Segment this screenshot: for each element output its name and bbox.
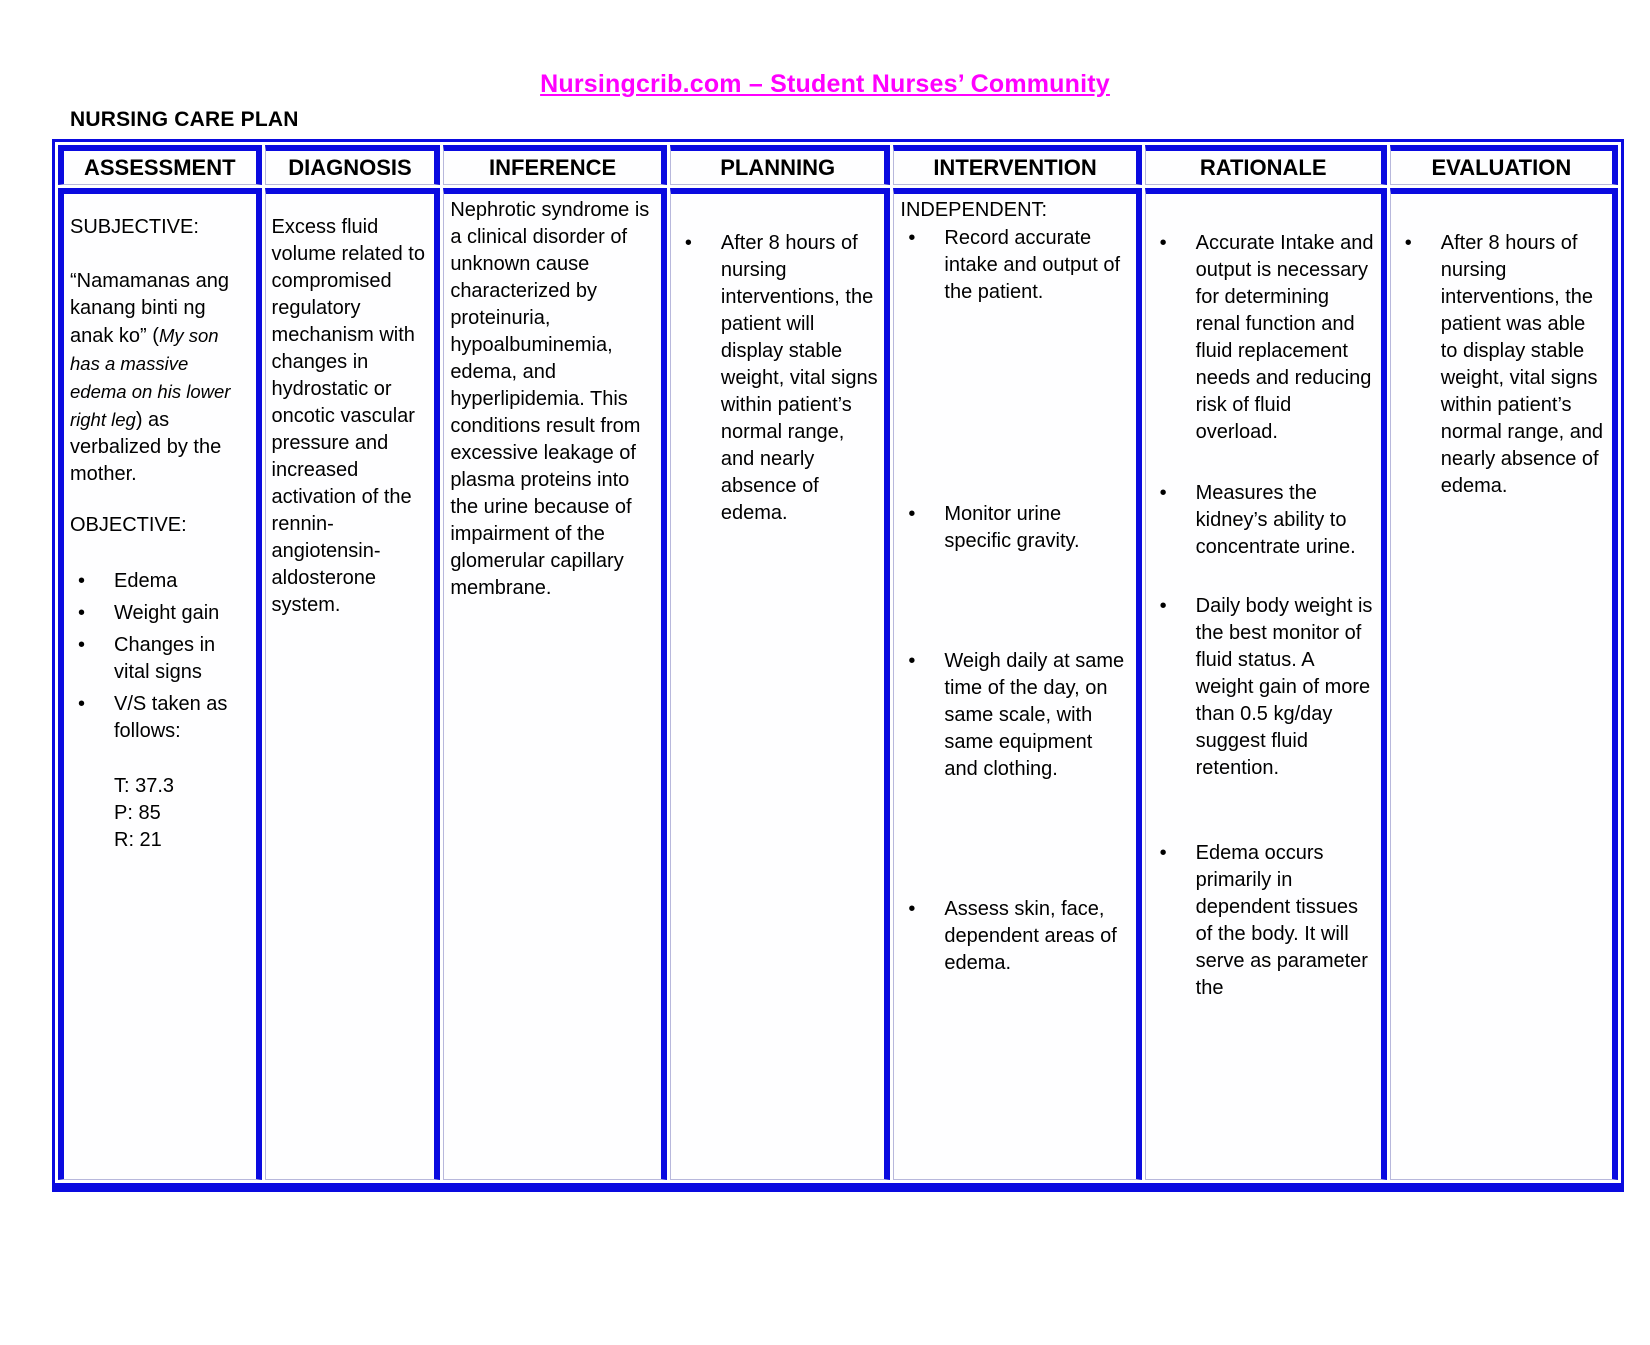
objective-label: OBJECTIVE: (70, 514, 187, 536)
list-item: • Weight gain (70, 600, 250, 627)
list-item: • Accurate Intake and output is necessary for determining renal function and fluid replacement needs and reducing risk of fluid overload. (1152, 230, 1375, 446)
column-header-inference: INFERENCE (443, 145, 667, 185)
quote-lead: “Namamanas ang kanang binti ng anak ko” ( (70, 270, 229, 347)
list-item: • Edema occurs primarily in dependent tissues of the body. It will serve as parameter the (1152, 840, 1375, 1002)
list-item: • Assess skin, face, dependent areas of edema. (900, 896, 1129, 977)
page-title: NURSING CARE PLAN (70, 108, 299, 131)
list-item: • After 8 hours of nursing interventions, the patient was able to display stable weight, vital signs within patient’s normal range, and nearly absence of edema. (1397, 230, 1606, 500)
list-item: • Record accurate intake and output of the patient. (900, 225, 1129, 306)
diagnosis-cell (265, 188, 441, 1180)
inference-text: Nephrotic syndrome is a clinical disorder of unknown cause characterized by proteinuria, hypoalbuminemia, edema, and hyperlipidemia. This conditions result from excessive leakage of plasma proteins into the urine because of impairment of the glomerular capillary membrane. (450, 199, 650, 599)
quote-translation: My son has a massive edema on his lower right leg (70, 325, 231, 430)
column-header-intervention: INTERVENTION (893, 145, 1141, 185)
header-row (58, 145, 1618, 185)
intervention-type-label: INDEPENDENT: (900, 199, 1048, 221)
subjective-label: SUBJECTIVE: (70, 216, 199, 238)
subjective-quote (70, 268, 250, 488)
quote-tail: ) as verbalized by the mother. (70, 409, 222, 485)
column-header-rationale: RATIONALE (1145, 145, 1387, 185)
column-header-planning: PLANNING (670, 145, 891, 185)
list-item: • Weigh daily at same time of the day, on same scale, with same equipment and clothing. (900, 648, 1129, 783)
list-item: • After 8 hours of nursing interventions, the patient will display stable weight, vital signs within patient’s normal range, and nearly absence of edema. (677, 230, 879, 527)
column-header-diagnosis: DIAGNOSIS (265, 145, 441, 185)
vital-pulse: P: 85 (114, 802, 161, 824)
body-row (58, 188, 1618, 1180)
assessment-cell (58, 188, 262, 1180)
evaluation-cell (1390, 188, 1618, 1180)
column-header-assessment: ASSESSMENT (58, 145, 262, 185)
inference-cell (443, 188, 667, 1180)
vital-respiration: R: 21 (114, 829, 162, 851)
list-item: • Monitor urine specific gravity. (900, 501, 1129, 555)
rationale-cell (1145, 188, 1387, 1180)
planning-cell (670, 188, 891, 1180)
objective-list (70, 568, 250, 745)
vital-signs (70, 773, 250, 854)
list-item: • Daily body weight is the best monitor of fluid status. A weight gain of more than 0.5 kg/day suggest fluid retention. (1152, 593, 1375, 782)
diagnosis-text: Excess fluid volume related to compromised regulatory mechanism with changes in hydrostatic or oncotic vascular pressure and increased activation of the rennin-angiotensin-aldosterone system. (271, 216, 425, 616)
list-item: • Changes in vital signs (70, 632, 250, 686)
intervention-cell (893, 188, 1141, 1180)
list-item: • Measures the kidney’s ability to concentrate urine. (1152, 480, 1375, 561)
list-item: • V/S taken as follows: (70, 691, 250, 745)
care-plan-table (52, 139, 1624, 1192)
column-header-evaluation: EVALUATION (1390, 145, 1618, 185)
vital-temperature: T: 37.3 (114, 775, 175, 797)
list-item: • Edema (70, 568, 250, 595)
site-title-link[interactable]: Nursingcrib.com – Student Nurses’ Community (540, 70, 1110, 98)
page (0, 70, 1650, 1192)
